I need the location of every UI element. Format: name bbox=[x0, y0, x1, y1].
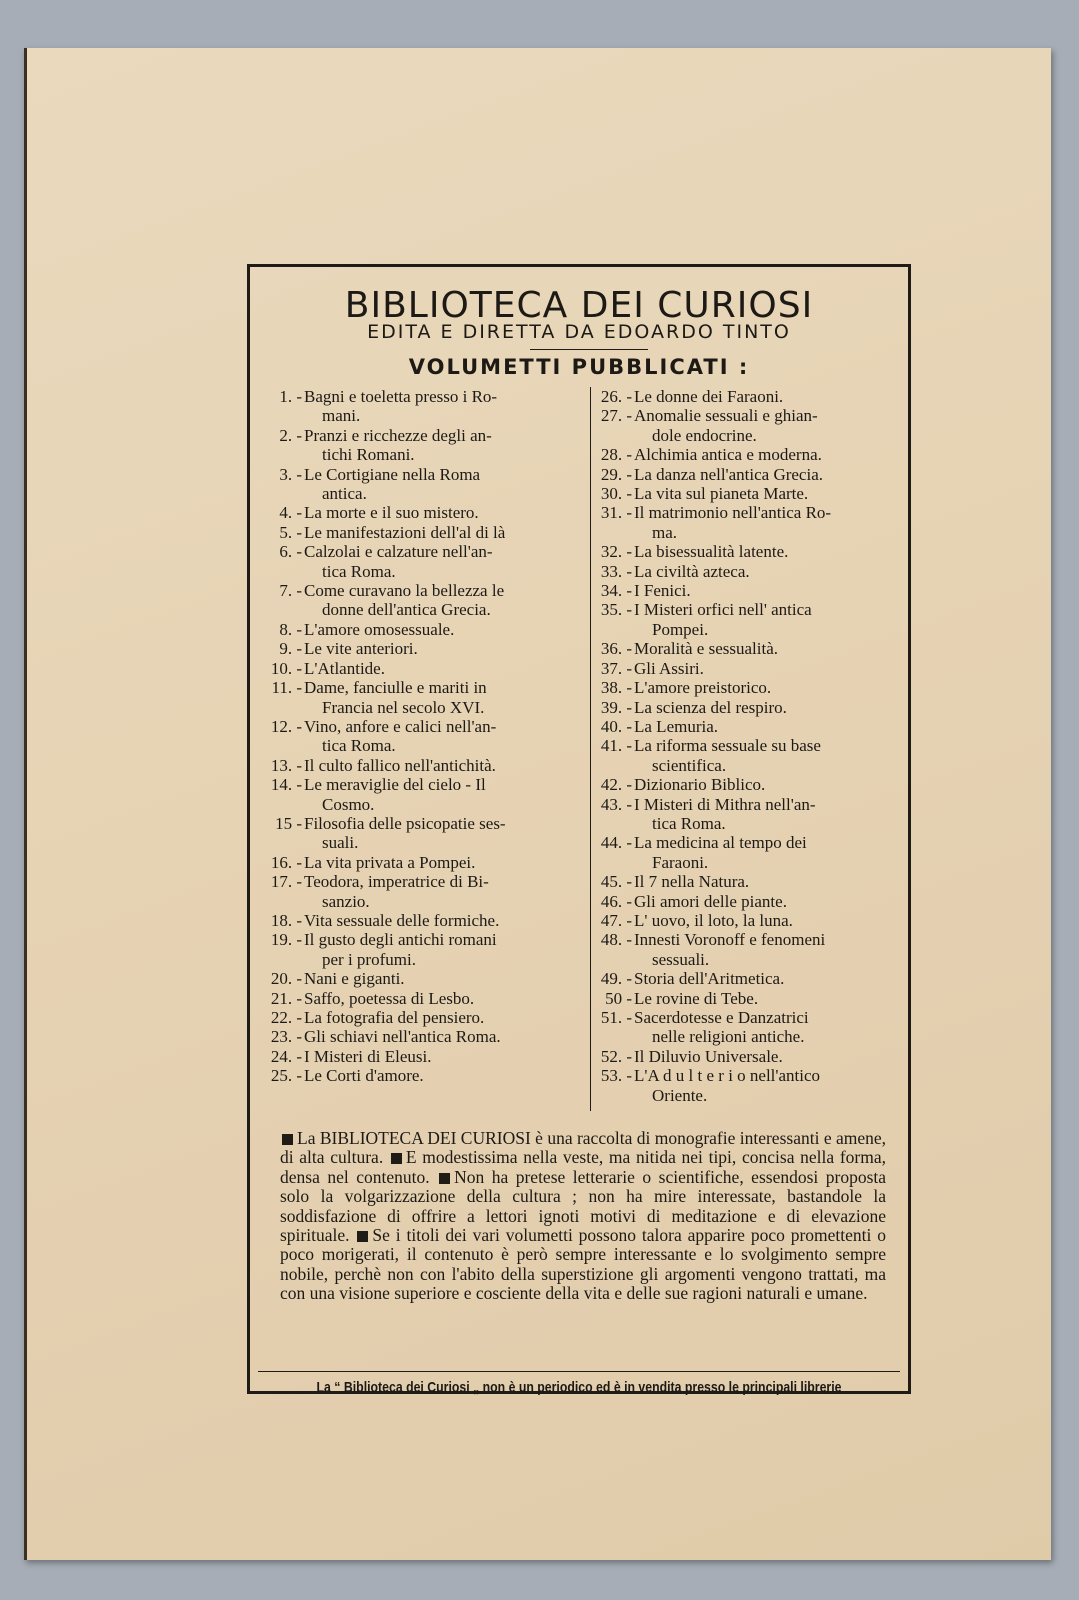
volume-title bbox=[304, 969, 582, 988]
volume-number: 47. - bbox=[600, 910, 632, 930]
page-title: BIBLIOTECA DEI CURIOSI bbox=[344, 285, 814, 326]
volume-title-line: Il culto fallico nell'antichità. bbox=[304, 755, 496, 775]
volume-item bbox=[596, 989, 910, 1008]
catalog-page bbox=[24, 48, 1051, 1560]
volume-title-line: La bisessualità latente. bbox=[634, 542, 789, 562]
volume-title-continuation: tica Roma. bbox=[322, 561, 396, 581]
volume-item bbox=[266, 1066, 582, 1085]
volume-item bbox=[266, 620, 582, 639]
volume-number: 49. - bbox=[600, 969, 632, 989]
volume-title-line: La vita privata a Pompei. bbox=[304, 852, 476, 872]
volume-list-left bbox=[266, 387, 582, 1086]
volume-number: 30. - bbox=[600, 484, 632, 504]
volume-title bbox=[634, 678, 910, 697]
volume-item bbox=[596, 484, 910, 503]
volume-title-continuation: Cosmo. bbox=[322, 794, 375, 814]
volume-number: 48. - bbox=[600, 930, 632, 950]
volume-item bbox=[596, 465, 910, 484]
volume-title bbox=[634, 717, 910, 736]
volume-item bbox=[266, 989, 582, 1008]
volume-title bbox=[634, 795, 910, 834]
volume-title-line: La vita sul pianeta Marte. bbox=[634, 484, 809, 504]
volume-title-continuation: antica. bbox=[322, 484, 367, 504]
volume-title bbox=[634, 639, 910, 658]
volume-title-line: Pranzi e ricchezze degli an- bbox=[304, 425, 492, 445]
volume-number: 7. - bbox=[279, 581, 302, 601]
volume-item bbox=[596, 736, 910, 775]
volume-number: 45. - bbox=[600, 872, 632, 892]
volume-item bbox=[596, 911, 910, 930]
title-rule bbox=[530, 349, 648, 350]
volume-item bbox=[266, 756, 582, 775]
volume-number: 31. - bbox=[600, 503, 632, 523]
volume-title bbox=[304, 387, 582, 426]
volume-title-continuation: sessuali. bbox=[652, 949, 710, 969]
volume-title-line: Teodora, imperatrice di Bi- bbox=[304, 872, 489, 892]
square-bullet-icon bbox=[391, 1153, 402, 1164]
volume-title bbox=[304, 911, 582, 930]
volume-title-line: Le donne dei Faraoni. bbox=[634, 387, 784, 406]
column-divider bbox=[590, 387, 591, 1111]
volume-item bbox=[266, 1047, 582, 1066]
volume-title bbox=[304, 872, 582, 911]
volume-title-continuation: Francia nel secolo XVI. bbox=[322, 697, 485, 717]
volume-number: 39. - bbox=[600, 697, 632, 717]
volume-title-line: Bagni e toeletta presso i Ro- bbox=[304, 387, 498, 406]
volume-number: 21. - bbox=[270, 988, 302, 1008]
volume-title bbox=[634, 775, 910, 794]
volume-item bbox=[596, 1047, 910, 1066]
volume-title bbox=[634, 600, 910, 639]
volume-title bbox=[304, 581, 582, 620]
volume-title bbox=[304, 503, 582, 522]
volume-title-line: Gli amori delle piante. bbox=[634, 891, 787, 911]
volume-title-continuation: Oriente. bbox=[652, 1085, 708, 1105]
volume-item bbox=[596, 678, 910, 697]
volume-title bbox=[304, 756, 582, 775]
volume-title-line: Le Cortigiane nella Roma bbox=[304, 464, 481, 484]
volume-number: 37. - bbox=[600, 658, 632, 678]
volume-title-line: La civiltà azteca. bbox=[634, 561, 750, 581]
volume-number: 4. - bbox=[279, 503, 302, 523]
volume-item bbox=[266, 659, 582, 678]
volume-title bbox=[634, 911, 910, 930]
volume-number: 42. - bbox=[600, 775, 632, 795]
volume-number: 35. - bbox=[600, 600, 632, 620]
notice-sentence: La BIBLIOTECA DEI CURIOSI è una raccolta di monografie interessanti e amene, di alta cultura. bbox=[280, 1128, 886, 1168]
volume-item bbox=[596, 639, 910, 658]
volume-title-line: Dizionario Biblico. bbox=[634, 775, 766, 795]
square-bullet-icon bbox=[282, 1134, 293, 1145]
volume-item bbox=[266, 426, 582, 465]
volume-title bbox=[304, 989, 582, 1008]
volume-title-line: Gli Assiri. bbox=[634, 658, 704, 678]
volume-item bbox=[596, 659, 910, 678]
volume-title bbox=[304, 1027, 582, 1046]
volume-title-line: I Misteri di Mithra nell'an- bbox=[634, 794, 816, 814]
volume-title-continuation: ma. bbox=[652, 522, 678, 542]
volume-title-line: I Fenici. bbox=[634, 581, 691, 601]
volume-number: 9. - bbox=[279, 639, 302, 659]
description-paragraph bbox=[280, 1129, 886, 1304]
volume-title-continuation: scientifica. bbox=[652, 755, 727, 775]
volume-title-line: Il Diluvio Universale. bbox=[634, 1046, 783, 1066]
volume-number: 28. - bbox=[600, 445, 632, 465]
volume-number: 10. - bbox=[270, 658, 302, 678]
volume-title-line: Sacerdotesse e Danzatrici bbox=[634, 1008, 809, 1027]
volume-number: 6. - bbox=[279, 542, 302, 562]
volume-item bbox=[266, 775, 582, 814]
volume-title-line: La danza nell'antica Grecia. bbox=[634, 464, 824, 484]
volume-number: 41. - bbox=[600, 736, 632, 756]
volume-item bbox=[596, 872, 910, 891]
catalog-frame bbox=[247, 264, 911, 1394]
volume-item bbox=[596, 698, 910, 717]
volume-number: 44. - bbox=[600, 833, 632, 853]
volume-number: 22. - bbox=[270, 1008, 302, 1027]
volume-title-line: Le rovine di Tebe. bbox=[634, 988, 759, 1008]
volume-title bbox=[304, 1008, 582, 1027]
volume-title-line: Le meraviglie del cielo - Il bbox=[304, 775, 486, 795]
volume-item bbox=[266, 911, 582, 930]
volume-title bbox=[634, 1008, 910, 1047]
volume-title bbox=[634, 445, 910, 464]
volume-item bbox=[266, 717, 582, 756]
volume-title bbox=[634, 465, 910, 484]
volume-number: 1. - bbox=[279, 387, 302, 406]
notice-sentence: Se i titoli dei vari volumetti possono talora apparire poco promettenti o poco morigerati, il contenuto è però sempre interessante e lo svolgimento sempre nobile, perchè non con l'abito della superstizione gli argomenti vengono trattati, ma con una visione superiore e cosciente della vita e delle sue ragioni naturali e umane. bbox=[280, 1225, 886, 1304]
volume-title-line: Filosofia delle psicopatie ses- bbox=[304, 813, 506, 833]
volume-item bbox=[266, 853, 582, 872]
volume-item bbox=[596, 1066, 910, 1105]
volume-title-line: Saffo, poetessa di Lesbo. bbox=[304, 988, 475, 1008]
volume-title bbox=[304, 639, 582, 658]
volume-title-continuation: Pompei. bbox=[652, 619, 709, 639]
volume-item bbox=[596, 542, 910, 561]
volume-title-line: Alchimia antica e moderna. bbox=[634, 445, 822, 465]
volume-title bbox=[634, 406, 910, 445]
volume-number: 53. - bbox=[600, 1066, 632, 1086]
volume-title bbox=[304, 426, 582, 465]
volume-item bbox=[266, 1008, 582, 1027]
volume-title bbox=[634, 581, 910, 600]
volume-title bbox=[634, 387, 910, 406]
footer-note: La “ Biblioteca dei Curiosi „ non è un periodico ed è in vendita presso le principali librerie bbox=[316, 1379, 842, 1396]
volume-title bbox=[634, 503, 910, 542]
volume-title-continuation: sanzio. bbox=[322, 891, 370, 911]
volume-number: 40. - bbox=[600, 716, 632, 736]
volume-title-line: L'amore preistorico. bbox=[634, 678, 772, 698]
volume-title-line: L'A d u l t e r i o nell'antico bbox=[634, 1066, 821, 1086]
volume-number: 34. - bbox=[600, 581, 632, 601]
volume-title-line: Vita sessuale delle formiche. bbox=[304, 910, 500, 930]
volume-title-line: Vino, anfore e calici nell'an- bbox=[304, 716, 497, 736]
volume-item bbox=[596, 406, 910, 445]
volume-title bbox=[634, 659, 910, 678]
volume-list-right bbox=[596, 387, 910, 1105]
volume-title bbox=[634, 484, 910, 503]
volume-item bbox=[596, 503, 910, 542]
volume-item bbox=[266, 930, 582, 969]
volume-title-line: L'Atlantide. bbox=[304, 658, 385, 678]
volume-item bbox=[266, 678, 582, 717]
volume-item bbox=[266, 581, 582, 620]
volume-title bbox=[634, 562, 910, 581]
volume-number: 20. - bbox=[270, 969, 302, 989]
volume-item bbox=[596, 775, 910, 794]
volume-title-line: Moralità e sessualità. bbox=[634, 639, 778, 659]
volume-title-line: I Misteri di Eleusi. bbox=[304, 1046, 432, 1066]
volume-item bbox=[596, 969, 910, 988]
volume-item bbox=[596, 562, 910, 581]
volume-title bbox=[304, 775, 582, 814]
volume-title bbox=[304, 853, 582, 872]
volume-title-line: Le vite anteriori. bbox=[304, 639, 418, 659]
volume-title-line: Le Corti d'amore. bbox=[304, 1066, 424, 1086]
volume-number: 12. - bbox=[270, 716, 302, 736]
volume-title bbox=[634, 1066, 910, 1105]
volume-title-line: La Lemuria. bbox=[634, 716, 719, 736]
volume-title-line: La fotografia del pensiero. bbox=[304, 1008, 485, 1027]
volume-title-continuation: nelle religioni antiche. bbox=[652, 1027, 805, 1047]
volume-title bbox=[304, 814, 582, 853]
volume-title-line: Anomalie sessuali e ghian- bbox=[634, 406, 818, 426]
volume-number: 29. - bbox=[600, 464, 632, 484]
volume-title-continuation: mani. bbox=[322, 406, 361, 426]
volume-title-line: La riforma sessuale su base bbox=[634, 736, 821, 756]
volume-title-continuation: tica Roma. bbox=[652, 813, 726, 833]
volume-title-line: L' uovo, il loto, la luna. bbox=[634, 910, 793, 930]
section-heading: VOLUMETTI PUBBLICATI : bbox=[408, 355, 750, 379]
volume-title-line: Le manifestazioni dell'al di là bbox=[304, 522, 506, 542]
volume-title-continuation: per i profumi. bbox=[322, 949, 416, 969]
volume-item bbox=[596, 930, 910, 969]
volume-title bbox=[304, 678, 582, 717]
volume-number: 27. - bbox=[600, 406, 632, 426]
volume-title-continuation: suali. bbox=[322, 833, 359, 853]
volume-item bbox=[596, 445, 910, 464]
volume-number: 25. - bbox=[270, 1066, 302, 1086]
volume-title bbox=[304, 1066, 582, 1085]
volume-title-line: Dame, fanciulle e mariti in bbox=[304, 678, 487, 698]
square-bullet-icon bbox=[357, 1231, 368, 1242]
volume-title-line: Innesti Voronoff e fenomeni bbox=[634, 930, 826, 950]
volume-title bbox=[634, 542, 910, 561]
volume-item bbox=[266, 465, 582, 504]
volume-item bbox=[596, 387, 910, 406]
volume-number: 18. - bbox=[270, 910, 302, 930]
volume-number: 11. - bbox=[271, 678, 302, 698]
volume-title bbox=[634, 872, 910, 891]
volume-title-line: Nani e giganti. bbox=[304, 969, 405, 989]
square-bullet-icon bbox=[439, 1173, 450, 1184]
volume-item bbox=[266, 872, 582, 911]
volume-title-line: L'amore omosessuale. bbox=[304, 619, 455, 639]
volume-item bbox=[596, 892, 910, 911]
volume-title bbox=[634, 736, 910, 775]
volume-title bbox=[634, 969, 910, 988]
volume-title-line: La morte e il suo mistero. bbox=[304, 503, 479, 523]
volume-title-line: Storia dell'Aritmetica. bbox=[634, 969, 785, 989]
volume-title-continuation: Faraoni. bbox=[652, 852, 709, 872]
volume-item bbox=[596, 581, 910, 600]
volume-title-line: I Misteri orfici nell' antica bbox=[634, 600, 812, 620]
volume-number: 23. - bbox=[270, 1027, 302, 1047]
volume-title bbox=[304, 930, 582, 969]
volume-title-continuation: tica Roma. bbox=[322, 736, 396, 756]
volume-number: 36. - bbox=[600, 639, 632, 659]
volume-item bbox=[596, 833, 910, 872]
volume-title-line: Gli schiavi nell'antica Roma. bbox=[304, 1027, 501, 1047]
volume-title-line: Il 7 nella Natura. bbox=[634, 872, 750, 892]
volume-number: 38. - bbox=[600, 678, 632, 698]
volume-title-line: Come curavano la bellezza le bbox=[304, 581, 505, 601]
volume-number: 2. - bbox=[279, 425, 302, 445]
volume-title bbox=[634, 1047, 910, 1066]
volume-title bbox=[634, 989, 910, 1008]
page-subtitle: EDITA E DIRETTA DA EDOARDO TINTO bbox=[367, 321, 791, 343]
volume-title-continuation: dole endocrine. bbox=[652, 425, 757, 445]
volume-title bbox=[634, 892, 910, 911]
volume-title-line: Il matrimonio nell'antica Ro- bbox=[634, 503, 832, 523]
volume-number: 5. - bbox=[279, 522, 302, 542]
volume-title bbox=[634, 930, 910, 969]
volume-title bbox=[304, 620, 582, 639]
volume-number: 19. - bbox=[270, 930, 302, 950]
volume-number: 3. - bbox=[279, 464, 302, 484]
volume-item bbox=[596, 600, 910, 639]
footer-rule bbox=[258, 1371, 900, 1372]
volume-number: 51. - bbox=[600, 1008, 632, 1027]
volume-title bbox=[634, 698, 910, 717]
volume-item bbox=[596, 717, 910, 736]
volume-number: 16. - bbox=[270, 852, 302, 872]
volume-title-continuation: donne dell'antica Grecia. bbox=[322, 600, 491, 620]
volume-title bbox=[304, 717, 582, 756]
volume-number: 50 - bbox=[605, 988, 632, 1008]
volume-title bbox=[304, 659, 582, 678]
volume-item bbox=[266, 542, 582, 581]
volume-title bbox=[634, 833, 910, 872]
volume-item bbox=[596, 1008, 910, 1047]
volume-title bbox=[304, 1047, 582, 1066]
volume-item bbox=[266, 814, 582, 853]
volume-number: 46. - bbox=[600, 891, 632, 911]
volume-number: 43. - bbox=[600, 794, 632, 814]
volume-item bbox=[266, 523, 582, 542]
volume-title-line: La scienza del respiro. bbox=[634, 697, 787, 717]
volume-number: 17. - bbox=[270, 872, 302, 892]
volume-title-continuation: tichi Romani. bbox=[322, 445, 415, 465]
volume-title-line: La medicina al tempo dei bbox=[634, 833, 807, 853]
volume-number: 8. - bbox=[279, 619, 302, 639]
volume-item bbox=[266, 639, 582, 658]
volume-title-line: Il gusto degli antichi romani bbox=[304, 930, 497, 950]
volume-title bbox=[304, 465, 582, 504]
volume-number: 32. - bbox=[600, 542, 632, 562]
volume-number: 33. - bbox=[600, 561, 632, 581]
volume-number: 15 - bbox=[275, 813, 302, 833]
volume-number: 14. - bbox=[270, 775, 302, 795]
volume-number: 13. - bbox=[270, 755, 302, 775]
volume-title bbox=[304, 542, 582, 581]
volume-item bbox=[266, 503, 582, 522]
volume-item bbox=[266, 969, 582, 988]
volume-title bbox=[304, 523, 582, 542]
notice-sentence: Non ha pretese letterarie o scientifiche, essendosi proposta solo la volgarizzazione della cultura ; non ha mire interessate, bastandole la soddisfazione di offrire a lettori ignoti motivi di meditazione e di elevazione spirituale. bbox=[280, 1166, 887, 1246]
volume-number: 26. - bbox=[600, 387, 632, 406]
volume-title-line: Calzolai e calzature nell'an- bbox=[304, 542, 493, 562]
volume-item bbox=[596, 795, 910, 834]
volume-item bbox=[266, 1027, 582, 1046]
volume-item bbox=[266, 387, 582, 426]
volume-number: 52. - bbox=[600, 1046, 632, 1066]
volume-number: 24. - bbox=[270, 1046, 302, 1066]
notice-sentence: E modestissima nella veste, ma nitida nei tipi, concisa nella forma, densa nel contenuto. bbox=[280, 1147, 886, 1187]
